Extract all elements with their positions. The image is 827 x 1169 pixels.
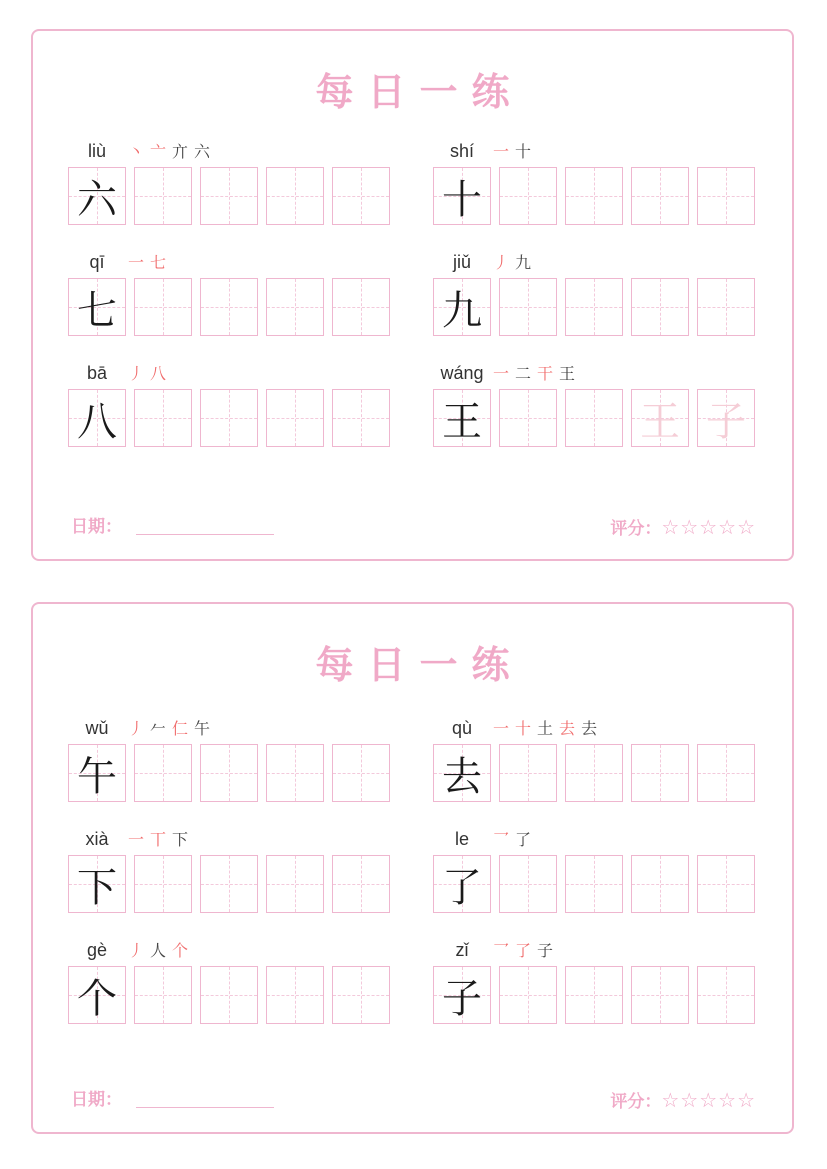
stroke-order: [493, 141, 537, 163]
practice-cell[interactable]: [134, 744, 192, 802]
model-character: 六: [77, 176, 117, 223]
stroke-step: 八: [150, 364, 170, 383]
char-entry: [33, 361, 373, 471]
practice-cell[interactable]: [499, 167, 557, 225]
stroke-step: 王: [559, 364, 579, 383]
stroke-step: 亠: [150, 142, 170, 161]
practice-cell[interactable]: [200, 855, 258, 913]
practice-cell[interactable]: [266, 278, 324, 336]
practice-cell[interactable]: [134, 966, 192, 1024]
stroke-step: 下: [172, 830, 192, 849]
model-character: 午: [77, 753, 117, 800]
practice-cell[interactable]: [266, 744, 324, 802]
pinyin-label: jiǔ: [452, 252, 471, 272]
date-label: 日期：: [71, 1090, 122, 1110]
model-character: 十: [442, 176, 482, 223]
stroke-step: 一: [493, 364, 513, 383]
practice-cell[interactable]: [332, 278, 390, 336]
practice-cell[interactable]: [631, 278, 689, 336]
practice-row: [433, 744, 755, 804]
stroke-step: 了: [515, 941, 535, 960]
practice-cell[interactable]: [499, 278, 557, 336]
char-entry: [33, 827, 373, 937]
practice-cell[interactable]: [697, 278, 755, 336]
pinyin-label: bā: [86, 363, 108, 383]
stroke-step: 丿: [128, 719, 148, 738]
model-character: 九: [442, 287, 482, 334]
model-cell: [68, 855, 126, 913]
practice-cell[interactable]: [200, 744, 258, 802]
practice-card-1: [31, 29, 794, 561]
stroke-step: 丶: [128, 142, 148, 161]
practice-row: [433, 389, 755, 449]
char-entry: [398, 827, 738, 937]
practice-row: [68, 966, 390, 1026]
char-entry: [398, 250, 738, 360]
practice-cell[interactable]: [266, 167, 324, 225]
stroke-step: 一: [128, 253, 148, 272]
stroke-step: 亣: [172, 142, 192, 161]
stroke-step: 子: [537, 941, 557, 960]
stroke-step: 土: [537, 719, 557, 738]
stroke-step: 六: [194, 142, 214, 161]
practice-cell[interactable]: [332, 389, 390, 447]
practice-cell[interactable]: [697, 389, 755, 447]
stroke-order: [128, 363, 172, 385]
stroke-order: [128, 141, 216, 163]
model-character: 王: [442, 398, 482, 445]
model-cell: [433, 744, 491, 802]
pinyin-label: wáng: [440, 363, 484, 383]
practice-row: [433, 966, 755, 1026]
pinyin-label: qù: [451, 718, 473, 738]
model-cell: [68, 389, 126, 447]
practice-cell[interactable]: [266, 855, 324, 913]
stroke-step: 乛: [493, 941, 513, 960]
model-character: 个: [77, 975, 117, 1022]
model-character: 去: [442, 753, 482, 800]
score-label: 评分：: [610, 519, 662, 539]
practice-row: [433, 855, 755, 915]
date-label: 日期：: [71, 517, 122, 537]
stroke-step: 了: [515, 830, 535, 849]
stroke-step: 丿: [128, 941, 148, 960]
practice-row: [68, 389, 390, 449]
pinyin-label: shí: [449, 141, 474, 161]
pinyin-label: qī: [89, 252, 105, 272]
practice-cell[interactable]: [565, 744, 623, 802]
pinyin-label: gè: [86, 940, 108, 960]
practice-cell[interactable]: [565, 167, 623, 225]
stroke-step: 丿: [128, 364, 148, 383]
stroke-step: 干: [537, 364, 557, 383]
practice-cell[interactable]: [697, 167, 755, 225]
stroke-order: [128, 252, 172, 274]
practice-cell[interactable]: [631, 389, 689, 447]
practice-row: [68, 167, 390, 227]
char-entry: [398, 361, 746, 471]
stroke-step: 个: [172, 941, 192, 960]
stroke-order: [493, 363, 581, 385]
stroke-order: [128, 718, 216, 740]
practice-cell[interactable]: [332, 744, 390, 802]
pinyin-label: le: [454, 829, 469, 849]
practice-cell[interactable]: [134, 855, 192, 913]
model-character: 子: [442, 975, 482, 1022]
score-label: 评分：: [610, 1092, 662, 1112]
practice-cell[interactable]: [499, 855, 557, 913]
model-cell: [433, 855, 491, 913]
stroke-step: 午: [194, 719, 214, 738]
model-cell: [433, 278, 491, 336]
practice-cell[interactable]: [134, 389, 192, 447]
practice-cell[interactable]: [332, 966, 390, 1024]
practice-row: [68, 278, 390, 338]
char-entry: [33, 716, 373, 826]
stroke-step: 丅: [150, 830, 170, 849]
practice-cell[interactable]: [499, 966, 557, 1024]
score-area: [610, 1087, 756, 1112]
practice-card-2: [31, 602, 794, 1134]
stroke-step: 丿: [493, 253, 513, 272]
model-cell: [433, 389, 491, 447]
pinyin-label: liù: [87, 141, 106, 161]
practice-cell[interactable]: [499, 744, 557, 802]
practice-cell[interactable]: [631, 167, 689, 225]
practice-cell[interactable]: [565, 966, 623, 1024]
practice-cell[interactable]: [631, 744, 689, 802]
stroke-order: [128, 940, 194, 962]
practice-cell[interactable]: [200, 278, 258, 336]
stroke-step: 七: [150, 253, 170, 272]
stroke-step: 去: [581, 719, 601, 738]
char-entry: [398, 139, 738, 249]
practice-cell[interactable]: [332, 167, 390, 225]
model-cell: [68, 278, 126, 336]
stroke-step: 一: [128, 830, 148, 849]
model-character: 了: [442, 864, 482, 911]
practice-cell[interactable]: [565, 278, 623, 336]
char-entry: [398, 716, 738, 826]
trace-character: 王: [640, 398, 680, 445]
practice-cell[interactable]: [266, 389, 324, 447]
stroke-step: 十: [515, 719, 535, 738]
stroke-order: [128, 829, 194, 851]
pinyin-label: wǔ: [85, 718, 109, 738]
practice-cell[interactable]: [134, 167, 192, 225]
pinyin-label: xià: [85, 829, 109, 849]
date-input-line[interactable]: [136, 1107, 274, 1108]
stroke-step: 一: [493, 719, 513, 738]
stroke-order: [493, 940, 559, 962]
practice-cell[interactable]: [499, 389, 557, 447]
practice-cell[interactable]: [332, 855, 390, 913]
practice-row: [68, 744, 390, 804]
model-character: 八: [77, 398, 117, 445]
score-area: [610, 514, 756, 539]
stroke-order: [493, 252, 537, 274]
model-cell: [68, 167, 126, 225]
practice-cell[interactable]: [631, 966, 689, 1024]
model-cell: [433, 966, 491, 1024]
pinyin-label: zǐ: [455, 940, 469, 960]
stroke-step: 𠂉: [150, 719, 170, 738]
card-title: 每日一练: [315, 69, 524, 114]
char-entry: [33, 139, 373, 249]
stroke-step: 九: [515, 253, 535, 272]
practice-cell[interactable]: [565, 855, 623, 913]
card-title: 每日一练: [315, 642, 524, 687]
stroke-step: 仁: [172, 719, 192, 738]
stroke-step: 乛: [493, 830, 513, 849]
practice-cell[interactable]: [631, 855, 689, 913]
practice-cell[interactable]: [697, 855, 755, 913]
stroke-step: 一: [493, 142, 513, 161]
star-rating-icon[interactable]: ☆☆☆☆☆: [661, 515, 756, 539]
practice-row: [68, 855, 390, 915]
practice-row: [433, 278, 755, 338]
trace-character: 子: [706, 398, 746, 445]
practice-cell[interactable]: [697, 966, 755, 1024]
date-input-line[interactable]: [136, 534, 274, 535]
practice-cell[interactable]: [200, 389, 258, 447]
stroke-step: 去: [559, 719, 579, 738]
practice-cell[interactable]: [697, 744, 755, 802]
stroke-order: [493, 718, 603, 740]
stroke-step: 十: [515, 142, 535, 161]
practice-cell[interactable]: [565, 389, 623, 447]
stroke-step: 二: [515, 364, 535, 383]
stroke-step: 人: [150, 941, 170, 960]
char-entry: [33, 250, 373, 360]
stroke-order: [493, 829, 537, 851]
model-cell: [68, 744, 126, 802]
practice-row: [433, 167, 755, 227]
model-cell: [433, 167, 491, 225]
model-character: 七: [77, 287, 117, 334]
practice-cell[interactable]: [266, 966, 324, 1024]
model-character: 下: [77, 864, 117, 911]
practice-cell[interactable]: [134, 278, 192, 336]
char-entry: [398, 938, 738, 1048]
practice-cell[interactable]: [200, 167, 258, 225]
char-entry: [33, 938, 373, 1048]
model-cell: [68, 966, 126, 1024]
star-rating-icon[interactable]: ☆☆☆☆☆: [661, 1088, 756, 1112]
practice-cell[interactable]: [200, 966, 258, 1024]
